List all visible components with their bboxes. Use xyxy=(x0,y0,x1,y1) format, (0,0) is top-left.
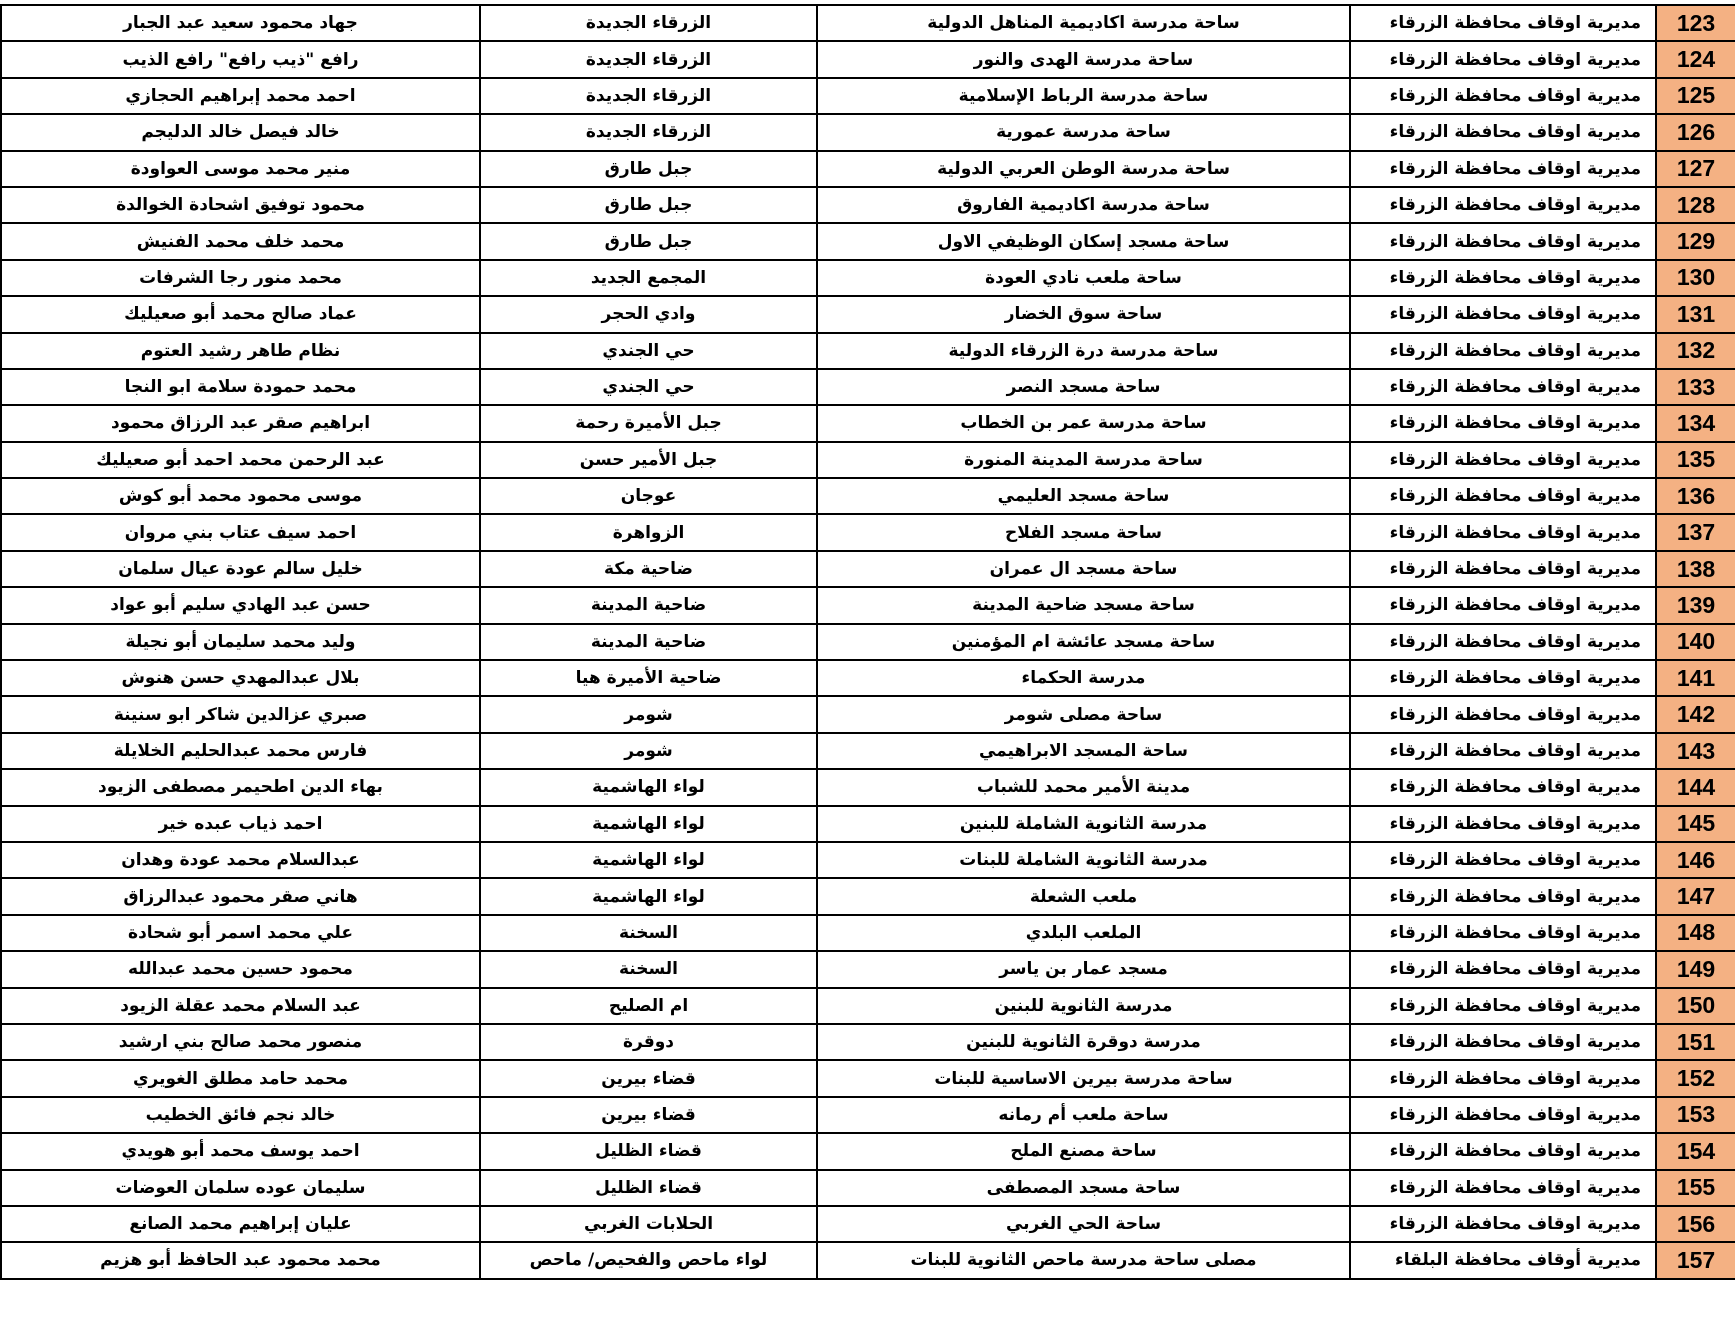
directorate-cell: مديرية اوقاف محافظة الزرقاء xyxy=(1350,878,1656,914)
directorate-cell: مديرية اوقاف محافظة الزرقاء xyxy=(1350,1133,1656,1169)
area-cell: السخنة xyxy=(480,915,817,951)
table-row xyxy=(1,806,1735,842)
venues-table-body xyxy=(1,5,1735,1279)
imam-name-cell: هاني صقر محمود عبدالرزاق xyxy=(1,878,480,914)
row-number-cell: 141 xyxy=(1656,660,1735,696)
row-number-cell: 133 xyxy=(1656,369,1735,405)
imam-name-cell: خليل سالم عودة عيال سلمان xyxy=(1,551,480,587)
area-cell: جبل الأميرة رحمة xyxy=(480,405,817,441)
area-cell: الزرقاء الجديدة xyxy=(480,41,817,77)
venue-location-cell: ساحة ملعب نادي العودة xyxy=(817,260,1350,296)
row-number-cell: 130 xyxy=(1656,260,1735,296)
row-number-cell: 153 xyxy=(1656,1097,1735,1133)
row-number-cell: 139 xyxy=(1656,587,1735,623)
imam-name-cell: بهاء الدين اطحيمر مصطفى الزيود xyxy=(1,769,480,805)
table-row xyxy=(1,769,1735,805)
table-row xyxy=(1,514,1735,550)
directorate-cell: مديرية اوقاف محافظة الزرقاء xyxy=(1350,624,1656,660)
imam-name-cell: احمد ذياب عبده خير xyxy=(1,806,480,842)
directorate-cell: مديرية اوقاف محافظة الزرقاء xyxy=(1350,478,1656,514)
area-cell: ضاحية مكة xyxy=(480,551,817,587)
row-number-cell: 126 xyxy=(1656,114,1735,150)
table-row xyxy=(1,842,1735,878)
table-row xyxy=(1,114,1735,150)
imam-name-cell: احمد يوسف محمد أبو هويدي xyxy=(1,1133,480,1169)
table-row xyxy=(1,478,1735,514)
imam-name-cell: محمود توفيق اشحادة الخوالدة xyxy=(1,187,480,223)
venue-location-cell: ساحة مسجد ضاحية المدينة xyxy=(817,587,1350,623)
venue-location-cell: ساحة مدرسة اكاديمية الفاروق xyxy=(817,187,1350,223)
area-cell: جبل الأمير حسن xyxy=(480,442,817,478)
venue-location-cell: ساحة مسجد إسكان الوظيفي الاول xyxy=(817,223,1350,259)
imam-name-cell: فارس محمد عبدالحليم الخلايلة xyxy=(1,733,480,769)
imam-name-cell: محمود حسين محمد عبدالله xyxy=(1,951,480,987)
directorate-cell: مديرية اوقاف محافظة الزرقاء xyxy=(1350,951,1656,987)
directorate-cell: مديرية اوقاف محافظة الزرقاء xyxy=(1350,1170,1656,1206)
area-cell: حي الجندي xyxy=(480,333,817,369)
directorate-cell: مديرية اوقاف محافظة الزرقاء xyxy=(1350,1097,1656,1133)
table-row xyxy=(1,915,1735,951)
row-number-cell: 152 xyxy=(1656,1060,1735,1096)
venue-location-cell: ساحة مدرسة درة الزرقاء الدولية xyxy=(817,333,1350,369)
area-cell: الحلابات الغربي xyxy=(480,1206,817,1242)
venue-location-cell: ساحة الحي الغربي xyxy=(817,1206,1350,1242)
imam-name-cell: حسن عبد الهادي سليم أبو عواد xyxy=(1,587,480,623)
directorate-cell: مديرية اوقاف محافظة الزرقاء xyxy=(1350,660,1656,696)
venue-location-cell: ساحة مدرسة عمورية xyxy=(817,114,1350,150)
table-row xyxy=(1,1170,1735,1206)
venue-location-cell: ساحة سوق الخضار xyxy=(817,296,1350,332)
imam-name-cell: نظام طاهر رشيد العتوم xyxy=(1,333,480,369)
row-number-cell: 135 xyxy=(1656,442,1735,478)
row-number-cell: 132 xyxy=(1656,333,1735,369)
venue-location-cell: ساحة مسجد ال عمران xyxy=(817,551,1350,587)
area-cell: جبل طارق xyxy=(480,223,817,259)
imam-name-cell: صبري عزالدين شاكر ابو سنينة xyxy=(1,696,480,732)
area-cell: ضاحية المدينة xyxy=(480,587,817,623)
row-number-cell: 155 xyxy=(1656,1170,1735,1206)
table-row xyxy=(1,733,1735,769)
row-number-cell: 146 xyxy=(1656,842,1735,878)
imam-name-cell: محمد حمودة سلامة ابو النجا xyxy=(1,369,480,405)
area-cell: عوجان xyxy=(480,478,817,514)
directorate-cell: مديرية اوقاف محافظة الزرقاء xyxy=(1350,5,1656,41)
venue-location-cell: مصلى ساحة مدرسة ماحص الثانوية للبنات xyxy=(817,1242,1350,1278)
table-row xyxy=(1,5,1735,41)
table-row xyxy=(1,551,1735,587)
imam-name-cell: عبد السلام محمد عقلة الزيود xyxy=(1,988,480,1024)
row-number-cell: 154 xyxy=(1656,1133,1735,1169)
venue-location-cell: ساحة ملعب أم رمانه xyxy=(817,1097,1350,1133)
imam-name-cell: محمد خلف محمد الفنيش xyxy=(1,223,480,259)
venue-location-cell: ساحة مصلى شومر xyxy=(817,696,1350,732)
table-row xyxy=(1,1206,1735,1242)
area-cell: الزرقاء الجديدة xyxy=(480,5,817,41)
table-row xyxy=(1,951,1735,987)
imam-name-cell: جهاد محمود سعيد عبد الجبار xyxy=(1,5,480,41)
directorate-cell: مديرية اوقاف محافظة الزرقاء xyxy=(1350,333,1656,369)
table-row xyxy=(1,405,1735,441)
row-number-cell: 151 xyxy=(1656,1024,1735,1060)
area-cell: شومر xyxy=(480,696,817,732)
venue-location-cell: مدرسة الثانوية الشاملة للبنات xyxy=(817,842,1350,878)
area-cell: ضاحية الأميرة هيا xyxy=(480,660,817,696)
directorate-cell: مديرية اوقاف محافظة الزرقاء xyxy=(1350,151,1656,187)
area-cell: قضاء بيرين xyxy=(480,1097,817,1133)
venue-location-cell: الملعب البلدي xyxy=(817,915,1350,951)
venue-location-cell: ساحة مسجد النصر xyxy=(817,369,1350,405)
table-row xyxy=(1,696,1735,732)
imam-name-cell: احمد محمد إبراهيم الحجازي xyxy=(1,78,480,114)
imam-name-cell: محمد محمود عبد الحافظ أبو هزيم xyxy=(1,1242,480,1278)
venue-location-cell: ساحة مسجد الفلاح xyxy=(817,514,1350,550)
row-number-cell: 150 xyxy=(1656,988,1735,1024)
row-number-cell: 142 xyxy=(1656,696,1735,732)
row-number-cell: 124 xyxy=(1656,41,1735,77)
venue-location-cell: ساحة مسجد العليمي xyxy=(817,478,1350,514)
imam-name-cell: موسى محمود محمد أبو كوش xyxy=(1,478,480,514)
directorate-cell: مديرية اوقاف محافظة الزرقاء xyxy=(1350,696,1656,732)
venue-location-cell: ساحة مدرسة اكاديمية المناهل الدولية xyxy=(817,5,1350,41)
directorate-cell: مديرية اوقاف محافظة الزرقاء xyxy=(1350,1024,1656,1060)
row-number-cell: 123 xyxy=(1656,5,1735,41)
table-row xyxy=(1,1060,1735,1096)
row-number-cell: 148 xyxy=(1656,915,1735,951)
row-number-cell: 156 xyxy=(1656,1206,1735,1242)
imam-name-cell: عليان إبراهيم محمد الصانع xyxy=(1,1206,480,1242)
directorate-cell: مديرية اوقاف محافظة الزرقاء xyxy=(1350,551,1656,587)
area-cell: جبل طارق xyxy=(480,151,817,187)
table-row xyxy=(1,41,1735,77)
table-row xyxy=(1,260,1735,296)
row-number-cell: 145 xyxy=(1656,806,1735,842)
row-number-cell: 157 xyxy=(1656,1242,1735,1278)
venue-location-cell: مدرسة الثانوية الشاملة للبنين xyxy=(817,806,1350,842)
directorate-cell: مديرية اوقاف محافظة الزرقاء xyxy=(1350,78,1656,114)
imam-name-cell: عماد صالح محمد أبو صعيليك xyxy=(1,296,480,332)
imam-name-cell: سليمان عوده سلمان العوضات xyxy=(1,1170,480,1206)
row-number-cell: 131 xyxy=(1656,296,1735,332)
area-cell: جبل طارق xyxy=(480,187,817,223)
area-cell: لواء الهاشمية xyxy=(480,806,817,842)
imam-name-cell: وليد محمد سليمان أبو نجيلة xyxy=(1,624,480,660)
directorate-cell: مديرية اوقاف محافظة الزرقاء xyxy=(1350,114,1656,150)
area-cell: شومر xyxy=(480,733,817,769)
imam-name-cell: عبد الرحمن محمد احمد أبو صعيليك xyxy=(1,442,480,478)
imam-name-cell: ابراهيم صقر عبد الرزاق محمود xyxy=(1,405,480,441)
row-number-cell: 144 xyxy=(1656,769,1735,805)
table-row xyxy=(1,988,1735,1024)
area-cell: ام الصليح xyxy=(480,988,817,1024)
venue-location-cell: ملعب الشعلة xyxy=(817,878,1350,914)
row-number-cell: 147 xyxy=(1656,878,1735,914)
table-row xyxy=(1,1097,1735,1133)
venues-table xyxy=(0,4,1735,1280)
venue-location-cell: ساحة مدرسة عمر بن الخطاب xyxy=(817,405,1350,441)
venue-location-cell: ساحة المسجد الابراهيمي xyxy=(817,733,1350,769)
directorate-cell: مديرية أوقاف محافظة البلقاء xyxy=(1350,1242,1656,1278)
venue-location-cell: ساحة مسجد عائشة ام المؤمنين xyxy=(817,624,1350,660)
table-row xyxy=(1,78,1735,114)
imam-name-cell: احمد سيف عتاب بني مروان xyxy=(1,514,480,550)
area-cell: حي الجندي xyxy=(480,369,817,405)
row-number-cell: 149 xyxy=(1656,951,1735,987)
venue-location-cell: ساحة مصنع الملح xyxy=(817,1133,1350,1169)
table-row xyxy=(1,333,1735,369)
venue-location-cell: ساحة مدرسة الوطن العربي الدولية xyxy=(817,151,1350,187)
row-number-cell: 127 xyxy=(1656,151,1735,187)
table-row xyxy=(1,624,1735,660)
row-number-cell: 143 xyxy=(1656,733,1735,769)
imam-name-cell: علي محمد اسمر أبو شحادة xyxy=(1,915,480,951)
imam-name-cell: محمد منور رجا الشرفات xyxy=(1,260,480,296)
venue-location-cell: مدينة الأمير محمد للشباب xyxy=(817,769,1350,805)
table-row xyxy=(1,187,1735,223)
directorate-cell: مديرية اوقاف محافظة الزرقاء xyxy=(1350,514,1656,550)
venue-location-cell: ساحة مدرسة الهدى والنور xyxy=(817,41,1350,77)
table-row xyxy=(1,296,1735,332)
table-row xyxy=(1,1024,1735,1060)
area-cell: قضاء بيرين xyxy=(480,1060,817,1096)
directorate-cell: مديرية اوقاف محافظة الزرقاء xyxy=(1350,769,1656,805)
area-cell: لواء الهاشمية xyxy=(480,878,817,914)
row-number-cell: 134 xyxy=(1656,405,1735,441)
area-cell: المجمع الجديد xyxy=(480,260,817,296)
row-number-cell: 125 xyxy=(1656,78,1735,114)
area-cell: لواء الهاشمية xyxy=(480,769,817,805)
directorate-cell: مديرية اوقاف محافظة الزرقاء xyxy=(1350,988,1656,1024)
venue-location-cell: ساحة مدرسة الرباط الإسلامية xyxy=(817,78,1350,114)
table-row xyxy=(1,223,1735,259)
imam-name-cell: محمد حامد مطلق الغويري xyxy=(1,1060,480,1096)
directorate-cell: مديرية اوقاف محافظة الزرقاء xyxy=(1350,223,1656,259)
directorate-cell: مديرية اوقاف محافظة الزرقاء xyxy=(1350,41,1656,77)
venue-location-cell: مدرسة الحكماء xyxy=(817,660,1350,696)
table-row xyxy=(1,1133,1735,1169)
directorate-cell: مديرية اوقاف محافظة الزرقاء xyxy=(1350,1060,1656,1096)
area-cell: الزواهرة xyxy=(480,514,817,550)
directorate-cell: مديرية اوقاف محافظة الزرقاء xyxy=(1350,369,1656,405)
row-number-cell: 137 xyxy=(1656,514,1735,550)
row-number-cell: 128 xyxy=(1656,187,1735,223)
prayer-venues-sheet xyxy=(0,4,1735,1280)
row-number-cell: 136 xyxy=(1656,478,1735,514)
venue-location-cell: مدرسة دوقرة الثانوية للبنين xyxy=(817,1024,1350,1060)
imam-name-cell: خالد فيصل خالد الدليجم xyxy=(1,114,480,150)
table-row xyxy=(1,151,1735,187)
venue-location-cell: مدرسة الثانوية للبنين xyxy=(817,988,1350,1024)
directorate-cell: مديرية اوقاف محافظة الزرقاء xyxy=(1350,405,1656,441)
row-number-cell: 129 xyxy=(1656,223,1735,259)
directorate-cell: مديرية اوقاف محافظة الزرقاء xyxy=(1350,915,1656,951)
venue-location-cell: ساحة مدرسة المدينة المنورة xyxy=(817,442,1350,478)
row-number-cell: 138 xyxy=(1656,551,1735,587)
venue-location-cell: ساحة مدرسة بيرين الاساسية للبنات xyxy=(817,1060,1350,1096)
directorate-cell: مديرية اوقاف محافظة الزرقاء xyxy=(1350,733,1656,769)
directorate-cell: مديرية اوقاف محافظة الزرقاء xyxy=(1350,1206,1656,1242)
venue-location-cell: ساحة مسجد المصطفى xyxy=(817,1170,1350,1206)
imam-name-cell: منصور محمد صالح بني ارشيد xyxy=(1,1024,480,1060)
area-cell: الزرقاء الجديدة xyxy=(480,78,817,114)
area-cell: السخنة xyxy=(480,951,817,987)
area-cell: الزرقاء الجديدة xyxy=(480,114,817,150)
imam-name-cell: خالد نجم فائق الخطيب xyxy=(1,1097,480,1133)
table-row xyxy=(1,660,1735,696)
table-row xyxy=(1,442,1735,478)
directorate-cell: مديرية اوقاف محافظة الزرقاء xyxy=(1350,296,1656,332)
venue-location-cell: مسجد عمار بن ياسر xyxy=(817,951,1350,987)
table-row xyxy=(1,1242,1735,1278)
imam-name-cell: عبدالسلام محمد عودة وهدان xyxy=(1,842,480,878)
directorate-cell: مديرية اوقاف محافظة الزرقاء xyxy=(1350,842,1656,878)
imam-name-cell: بلال عبدالمهدي حسن هنوش xyxy=(1,660,480,696)
area-cell: لواء الهاشمية xyxy=(480,842,817,878)
area-cell: ضاحية المدينة xyxy=(480,624,817,660)
row-number-cell: 140 xyxy=(1656,624,1735,660)
directorate-cell: مديرية اوقاف محافظة الزرقاء xyxy=(1350,187,1656,223)
area-cell: قضاء الظليل xyxy=(480,1133,817,1169)
directorate-cell: مديرية اوقاف محافظة الزرقاء xyxy=(1350,806,1656,842)
directorate-cell: مديرية اوقاف محافظة الزرقاء xyxy=(1350,442,1656,478)
imam-name-cell: رافع "ذيب رافع" رافع الذيب xyxy=(1,41,480,77)
table-row xyxy=(1,878,1735,914)
area-cell: قضاء الظليل xyxy=(480,1170,817,1206)
area-cell: دوقرة xyxy=(480,1024,817,1060)
table-row xyxy=(1,587,1735,623)
area-cell: وادي الحجر xyxy=(480,296,817,332)
imam-name-cell: منير محمد موسى العواودة xyxy=(1,151,480,187)
directorate-cell: مديرية اوقاف محافظة الزرقاء xyxy=(1350,260,1656,296)
table-row xyxy=(1,369,1735,405)
directorate-cell: مديرية اوقاف محافظة الزرقاء xyxy=(1350,587,1656,623)
area-cell: لواء ماحص والفحيص/ ماحص xyxy=(480,1242,817,1278)
